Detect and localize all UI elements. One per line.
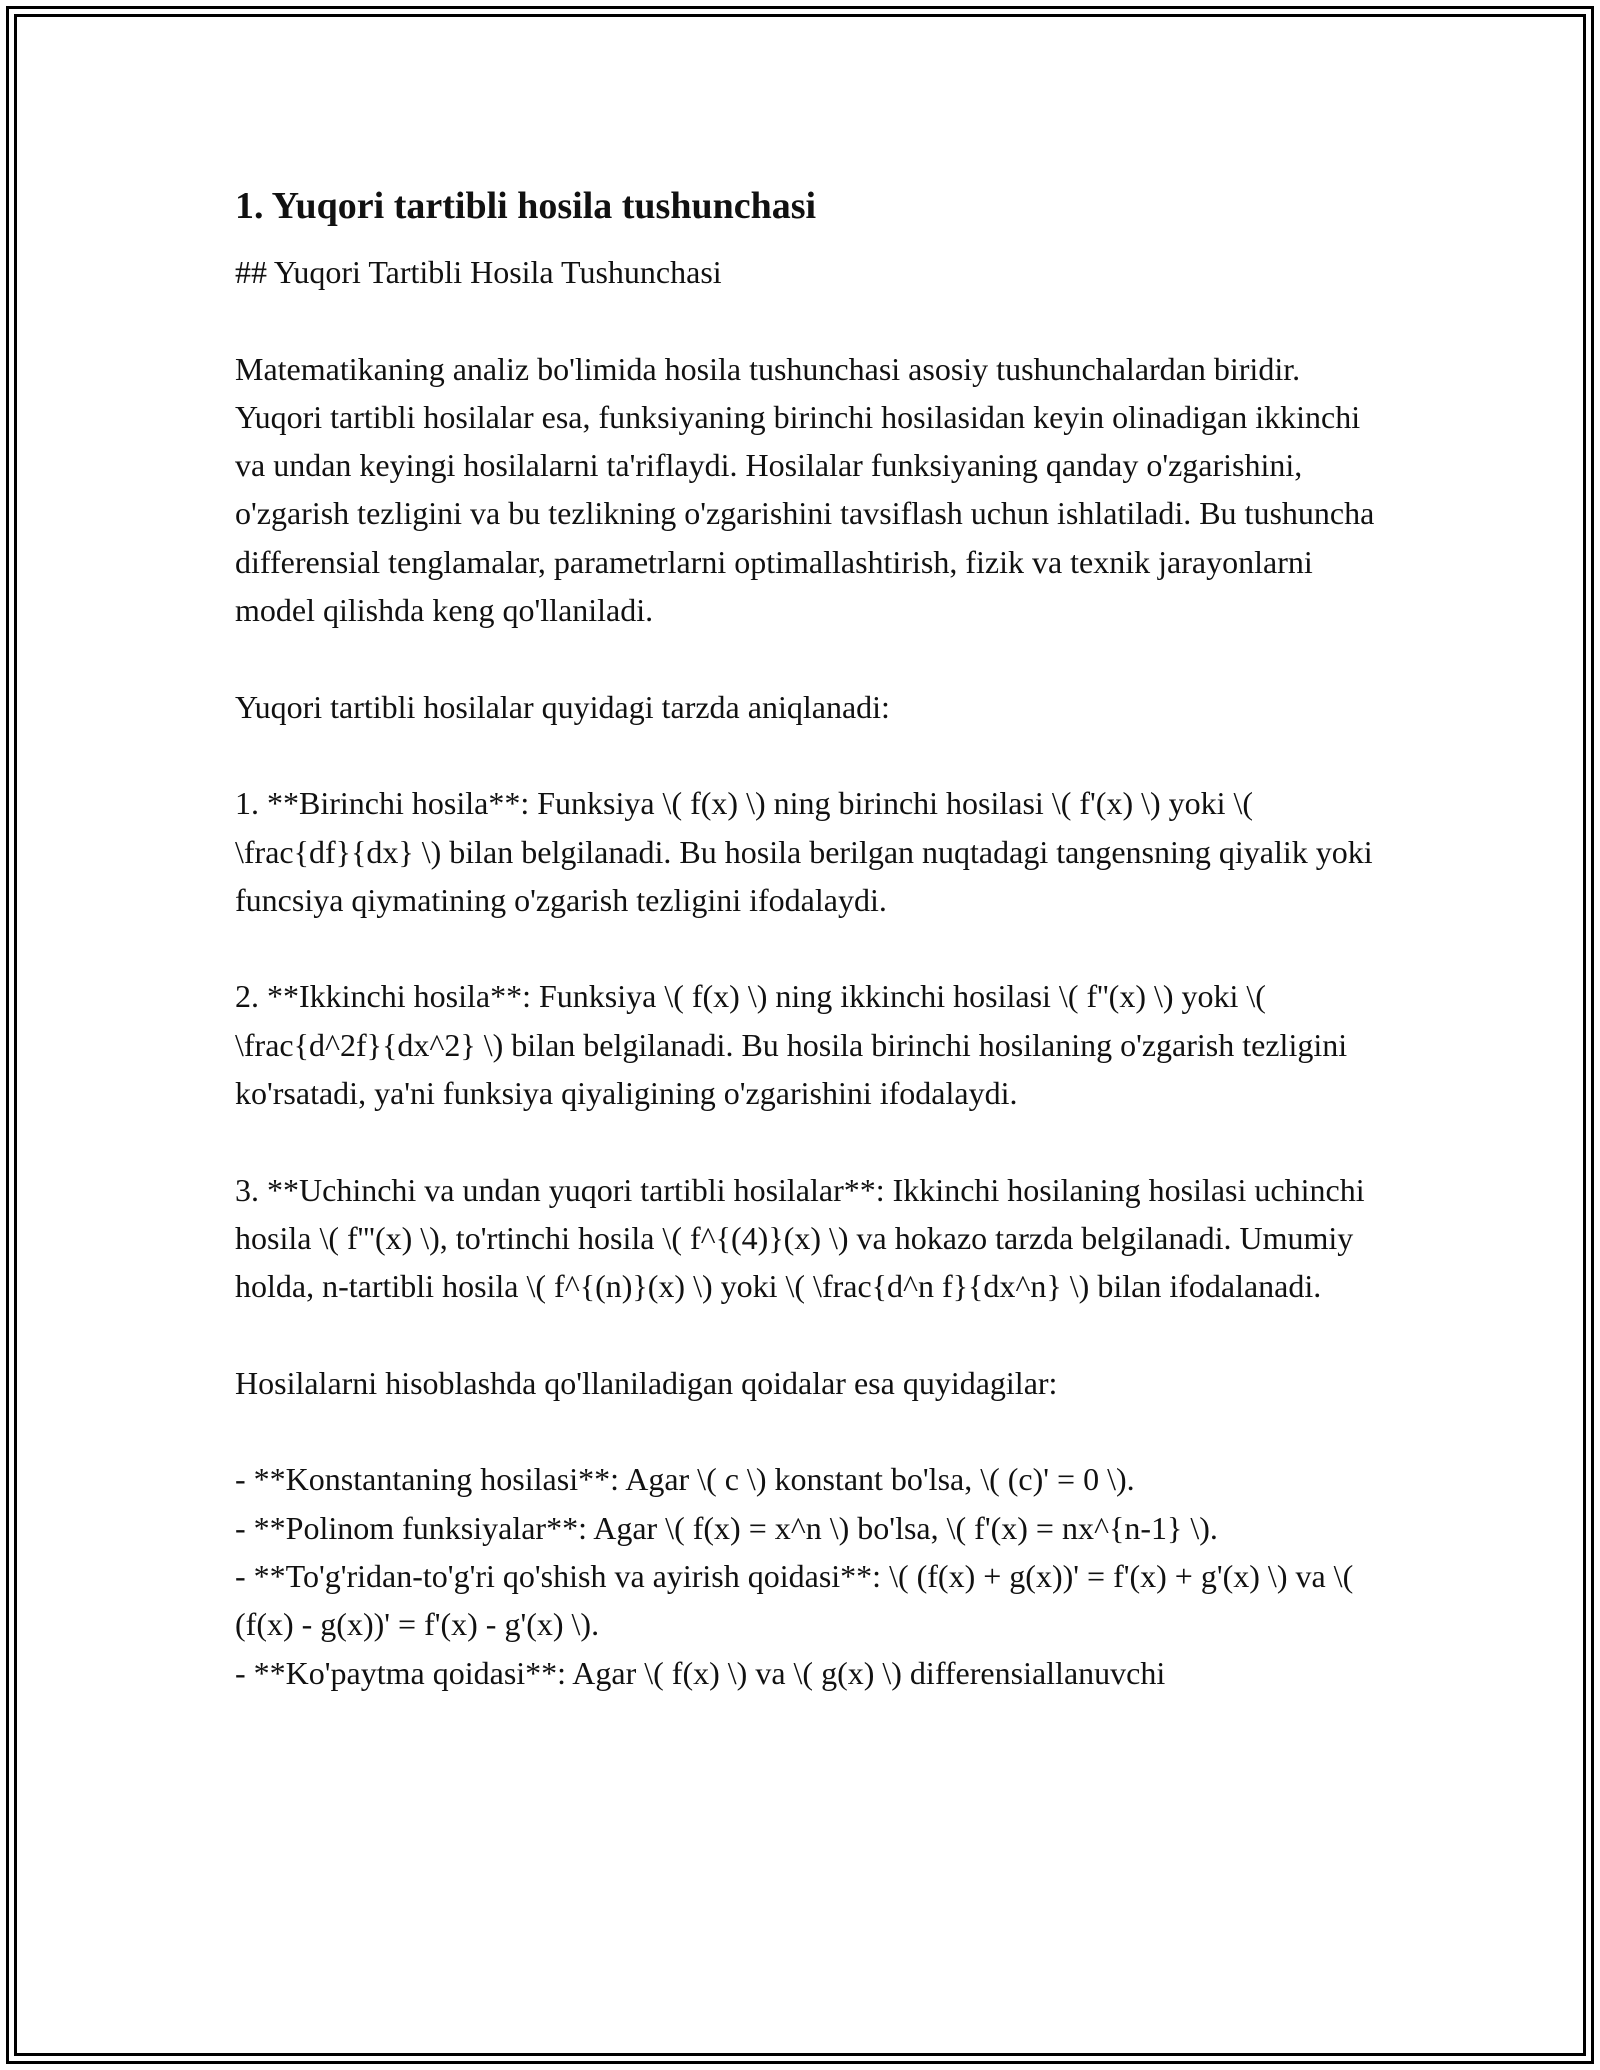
rule-item: - **To'g'ridan-to'g'ri qo'shish va ayirish qoidasi**: \( (f(x) + g(x))' = f'(x) + g'(x) \) va \( (f(x) - g(x))' = f'(x) - g'(x) \).	[235, 1558, 1354, 1643]
definition-lead-paragraph: Yuqori tartibli hosilalar quyidagi tarzda aniqlanadi:	[235, 688, 890, 725]
rule-item: - **Konstantaning hosilasi**: Agar \( c \) konstant bo'lsa, \( (c)' = 0 \).	[235, 1461, 1135, 1498]
rule-item: - **Ko'paytma qoidasi**: Agar \( f(x) \) va \( g(x) \) differensiallanuvchi	[235, 1654, 1166, 1691]
first-derivative-paragraph: 1. **Birinchi hosila**: Funksiya \( f(x) \) ning birinchi hosilasi \( f'(x) \) yoki \( \frac{df}{dx} \) bilan belgilanadi. Bu hosila berilgan nuqtadagi tangensning qiyalik yoki funcsiya qiymatining o'zgarish tezligini ifodalaydi.	[235, 785, 1373, 918]
document-body	[235, 182, 1375, 1697]
rules-lead-paragraph: Hosilalarni hisoblashda qo'llaniladigan qoidalar esa quyidagilar:	[235, 1364, 1058, 1401]
intro-paragraph: Matematikaning analiz bo'limida hosila tushunchasi asosiy tushunchalardan biridir. Yuqori tartibli hosilalar esa, funksiyaning birinchi hosilasidan keyin olinadigan ikkinchi va undan keyingi hosilalarni ta'riflaydi. Hosilalar funksiyaning qanday o'zgarishini, o'zgarish tezligini va bu tezlikning o'zgarishini tavsiflash uchun ishlatiladi. Bu tushuncha differensial tenglamalar, parametrlarni optimallashtirish, fizik va texnik jarayonlarni model qilishda keng qo'llaniladi.	[235, 350, 1375, 629]
subheading-paragraph: ## Yuqori Tartibli Hosila Tushunchasi	[235, 254, 722, 290]
higher-derivative-paragraph: 3. **Uchinchi va undan yuqori tartibli hosilalar**: Ikkinchi hosilaning hosilasi uchinchi hosila \( f'''(x) \), to'rtinchi hosila \( f^{(4)}(x) \) va hokazo tarzda belgilanadi. Umumiy holda, n-tartibli hosila \( f^{(n)}(x) \) yoki \( \frac{d^n f}{dx^n} \) bilan ifodalanadi.	[235, 1171, 1365, 1305]
second-derivative-paragraph: 2. **Ikkinchi hosila**: Funksiya \( f(x) \) ning ikkinchi hosilasi \( f''(x) \) yoki \( \frac{d^2f}{dx^2} \) bilan belgilanadi. Bu hosila birinchi hosilaning o'zgarish tezligini ko'rsatadi, ya'ni funksiya qiyaligining o'zgarishini ifodalaydi.	[235, 978, 1348, 1112]
rule-item: - **Polinom funksiyalar**: Agar \( f(x) = x^n \) bo'lsa, \( f'(x) = nx^{n-1} \).	[235, 1509, 1218, 1546]
page-title: 1. Yuqori tartibli hosila tushunchasi	[235, 185, 817, 227]
rules-list	[235, 1455, 1375, 1696]
